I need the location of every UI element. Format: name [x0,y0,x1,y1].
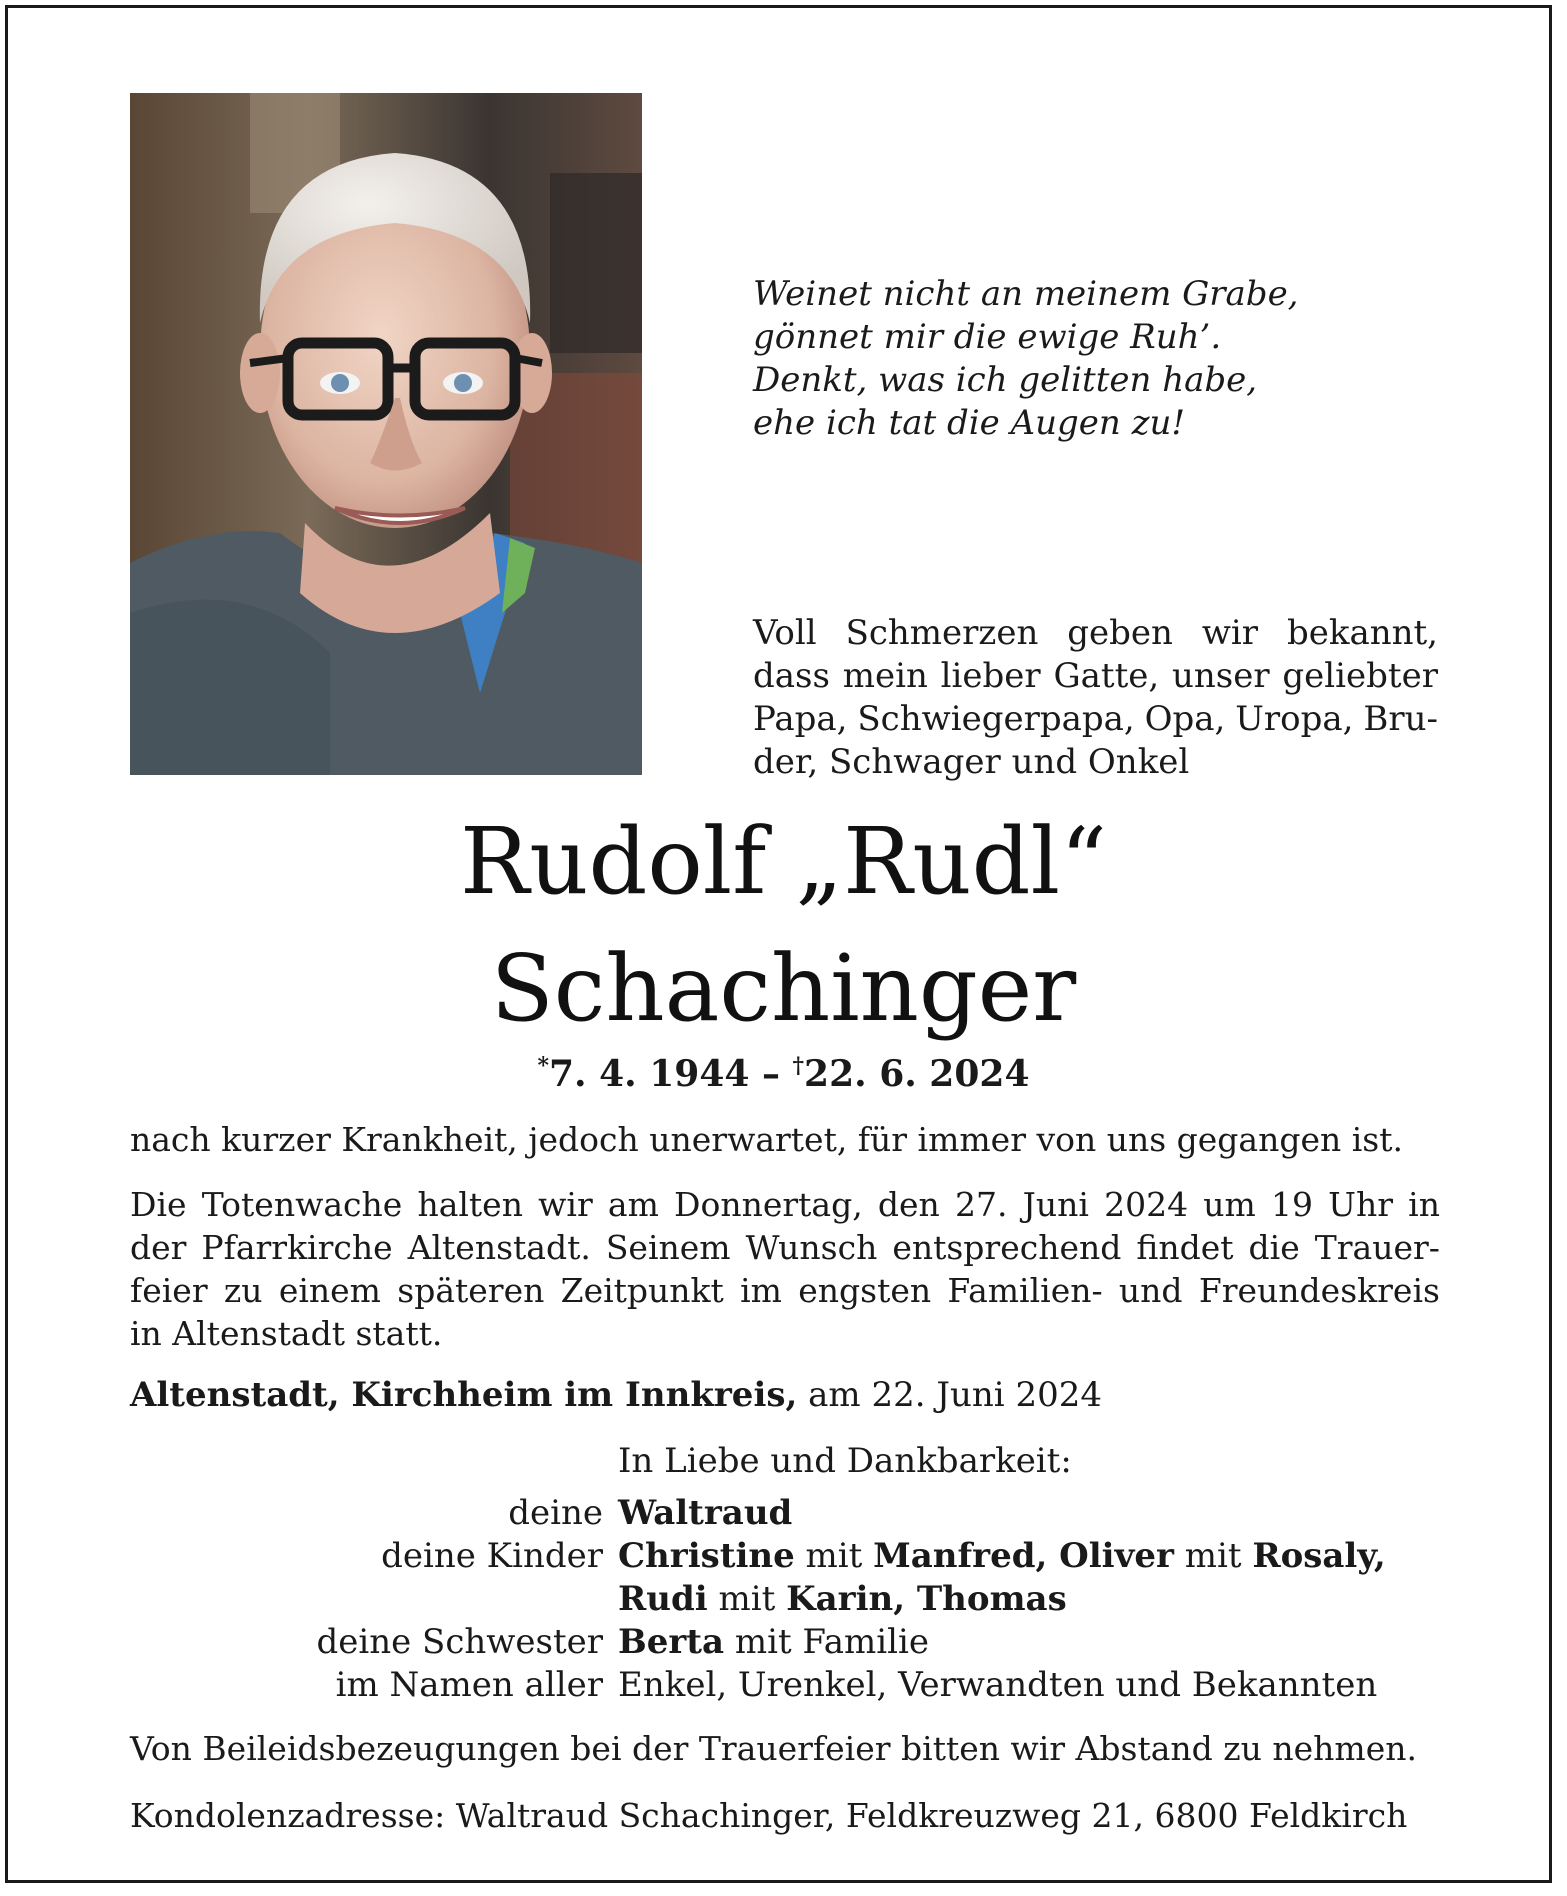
word: Uhr [1328,1185,1393,1224]
intro-line [753,655,1438,698]
word: feier [130,1271,208,1310]
word: in [1408,1185,1440,1224]
relation-label: deine [508,1493,603,1533]
word: Schmerzen [845,613,1039,653]
word: Schwiegerpapa, [857,699,1135,739]
birth-symbol: * [537,1053,549,1079]
deceased-name-first: Rudolf „Rudl“ [459,808,1108,915]
closing-intro: In Liebe und Dankbarkeit: [618,1441,1072,1481]
word: späteren [397,1271,545,1310]
passing-text: nach kurzer Krankheit, jedoch unerwartet, für immer von uns gegangen ist. [130,1120,1403,1159]
word: findet [1136,1228,1234,1267]
relative-row [0,1536,1567,1579]
word: Altenstadt. [407,1228,591,1267]
word: unser [1171,656,1270,696]
poem [753,273,1299,445]
passing-statement [130,1118,1440,1161]
word: zu [223,1271,263,1310]
relation-label: deine Kinder [381,1536,603,1576]
word: Pfarrkirche [201,1228,393,1267]
relative-name: Berta [618,1622,725,1662]
word: den [877,1185,940,1224]
word: Gatte, [1053,656,1160,696]
connector: mit Familie [734,1622,929,1662]
portrait-photo [130,93,642,775]
condolence-note: Von Beileidsbezeugungen bei der Trauerfeier bitten wir Abstand zu nehmen. [130,1729,1417,1768]
poem-line: gönnet mir die ewige Ruh’. [753,317,1222,357]
word: Freundeskreis [1198,1271,1440,1310]
relative-name: Karin, Thomas [786,1579,1067,1619]
word: um [1203,1185,1256,1224]
connector: mit [805,1536,863,1576]
notice-date: am 22. Juni 2024 [808,1375,1102,1415]
word: dass [753,656,830,696]
word: wir [1201,613,1259,653]
word: entsprechend [892,1228,1122,1267]
date-separator: – [749,1053,793,1095]
wake-line: in Altenstadt statt. [130,1314,443,1353]
word: Die [130,1185,187,1224]
word: mein [842,656,928,696]
relative-row [0,1579,1567,1622]
word: Seinem [605,1228,731,1267]
relation-label: deine Schwester [316,1622,603,1662]
birth-date: 7. 4. 1944 [549,1053,750,1095]
place-and-date [130,1375,1102,1415]
wake-line [130,1269,1440,1312]
word: Trauer- [1314,1228,1440,1267]
relatives-others: Enkel, Urenkel, Verwandten und Bekannten [618,1665,1378,1705]
intro-line: der, Schwager und Onkel [753,742,1190,782]
word: bekannt, [1286,613,1438,653]
intro-line [753,612,1438,655]
word: halten [417,1185,523,1224]
relative-name: Christine [618,1536,795,1576]
word: 27. [954,1185,1008,1224]
word: Wunsch [745,1228,878,1267]
condolence-address: Kondolenzadresse: Waltraud Schachinger, Feldkreuzweg 21, 6800 Feldkirch [130,1796,1408,1835]
word: 2024 [1104,1185,1189,1224]
place-names: Altenstadt, Kirchheim im Innkreis, [130,1375,798,1415]
word: Bru- [1363,699,1438,739]
relative-name: Rudi [618,1579,708,1619]
word: einem [278,1271,381,1310]
word: und [1118,1271,1183,1310]
relatives-list [0,1493,1567,1708]
word: Familien- [947,1271,1103,1310]
wake-line [130,1226,1440,1269]
relation-label: im Namen aller [335,1665,603,1705]
word: Donnertag, [674,1185,863,1224]
word: 19 [1270,1185,1313,1224]
word: Juni [1022,1185,1089,1224]
word: Papa, [753,699,848,739]
relative-name: Rosaly, [1252,1536,1386,1576]
connector: mit [718,1579,776,1619]
relative-name: Waltraud [618,1493,793,1533]
poem-line: Denkt, was ich gelitten habe, [753,360,1258,400]
relative-row [0,1622,1567,1665]
relative-row [0,1493,1567,1536]
word: am [607,1185,659,1224]
word: die [1248,1228,1300,1267]
death-symbol: † [792,1053,805,1079]
word: Uropa, [1235,699,1354,739]
word: geben [1067,613,1173,653]
word: geliebter [1282,656,1438,696]
word: der [130,1228,187,1267]
intro-line [753,698,1438,741]
word: engsten [798,1271,932,1310]
wake-line [130,1183,1440,1226]
connector: mit [1184,1536,1242,1576]
word: wir [538,1185,593,1224]
death-date: 22. 6. 2024 [804,1053,1030,1095]
word: im [740,1271,782,1310]
word: Zeitpunkt [560,1271,724,1310]
life-dates [0,1053,1567,1095]
poem-line: Weinet nicht an meinem Grabe, [753,274,1299,314]
wake-details [130,1183,1440,1355]
announcement-intro [753,612,1438,784]
deceased-name-last: Schachinger [490,935,1077,1042]
word: Totenwache [201,1185,403,1224]
word: Voll [753,613,817,653]
word: Opa, [1144,699,1226,739]
relative-row [0,1665,1567,1708]
poem-line: ehe ich tat die Augen zu! [753,403,1186,443]
relative-name: Manfred, Oliver [873,1536,1174,1576]
word: lieber [940,656,1041,696]
